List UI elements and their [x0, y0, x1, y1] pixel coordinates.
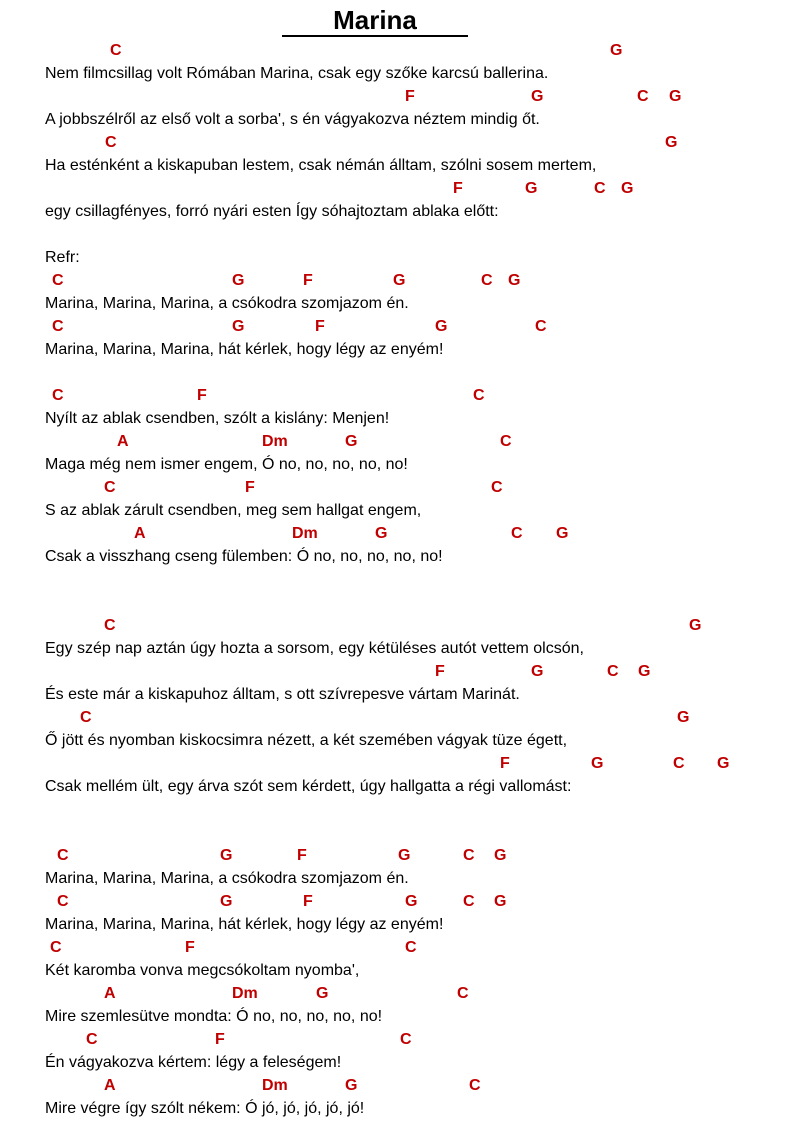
chord-line — [0, 754, 800, 774]
chord-label: C — [500, 433, 512, 450]
chord-label: G — [405, 893, 418, 910]
lyric-line: Marina, Marina, Marina, hát kérlek, hogy légy az enyém! — [45, 341, 444, 358]
chord-label: Dm — [262, 1077, 288, 1094]
chord-label: C — [463, 847, 475, 864]
chord-label: C — [104, 479, 116, 496]
chord-label: G — [494, 847, 507, 864]
chord-label: Dm — [292, 525, 318, 542]
lyric-line: Marina, Marina, Marina, a csókodra szomjazom én. — [45, 295, 409, 312]
chord-label: F — [297, 847, 307, 864]
lyric-line: Maga még nem ismer engem, Ó no, no, no, no, no! — [45, 456, 408, 473]
chord-label: C — [473, 387, 485, 404]
chord-label: G — [669, 88, 682, 105]
chord-label: A — [104, 985, 116, 1002]
lyric-line: Marina, Marina, Marina, a csókodra szomjazom én. — [45, 870, 409, 887]
chord-label: G — [220, 847, 233, 864]
chord-label: Dm — [262, 433, 288, 450]
chord-label: G — [232, 272, 245, 289]
lyric-line: Két karomba vonva megcsókoltam nyomba', — [45, 962, 360, 979]
chord-label: C — [491, 479, 503, 496]
chord-label: G — [638, 663, 651, 680]
chord-label: F — [303, 893, 313, 910]
chord-label: C — [57, 893, 69, 910]
chord-label: F — [453, 180, 463, 197]
chord-label: A — [134, 525, 146, 542]
chord-label: G — [556, 525, 569, 542]
chord-line — [0, 179, 800, 199]
chord-label: G — [316, 985, 329, 1002]
chord-label: C — [52, 318, 64, 335]
chord-label: C — [637, 88, 649, 105]
chord-label: G — [345, 1077, 358, 1094]
chord-label: C — [673, 755, 685, 772]
chord-label: F — [500, 755, 510, 772]
chord-label: C — [469, 1077, 481, 1094]
chord-line — [0, 616, 800, 636]
chord-label: G — [435, 318, 448, 335]
chord-label: G — [591, 755, 604, 772]
chord-label: Dm — [232, 985, 258, 1002]
chord-label: C — [594, 180, 606, 197]
chord-label: C — [607, 663, 619, 680]
chord-line — [0, 386, 800, 406]
chord-line — [0, 846, 800, 866]
chord-label: C — [457, 985, 469, 1002]
chord-label: G — [677, 709, 690, 726]
chord-label: G — [610, 42, 623, 59]
chord-line — [0, 984, 800, 1004]
chord-label: F — [215, 1031, 225, 1048]
lyric-line: Egy szép nap aztán úgy hozta a sorsom, egy kétüléses autót vettem olcsón, — [45, 640, 584, 657]
lyric-line: Mire végre így szólt nékem: Ó jó, jó, jó, jó, jó! — [45, 1100, 365, 1117]
chord-line — [0, 41, 800, 61]
chord-label: C — [110, 42, 122, 59]
chord-label: C — [57, 847, 69, 864]
chord-label: C — [481, 272, 493, 289]
chord-label: G — [689, 617, 702, 634]
chord-label: C — [104, 617, 116, 634]
chord-label: G — [508, 272, 521, 289]
chord-label: G — [621, 180, 634, 197]
lyric-line: Csak mellém ült, egy árva szót sem kérdett, úgy hallgatta a régi vallomást: — [45, 778, 572, 795]
chord-line — [0, 662, 800, 682]
chord-label: C — [463, 893, 475, 910]
chord-label: C — [86, 1031, 98, 1048]
lyric-line: Marina, Marina, Marina, hát kérlek, hogy légy az enyém! — [45, 916, 444, 933]
chord-label: C — [52, 387, 64, 404]
chord-label: F — [435, 663, 445, 680]
chord-label: G — [531, 88, 544, 105]
chord-label: G — [398, 847, 411, 864]
chord-line — [0, 524, 800, 544]
chord-label: F — [245, 479, 255, 496]
chord-label: G — [345, 433, 358, 450]
lyric-line: Nem filmcsillag volt Rómában Marina, csak egy szőke karcsú ballerina. — [45, 65, 549, 82]
chord-label: G — [375, 525, 388, 542]
refrain-label: Refr: — [45, 249, 80, 266]
chord-label: F — [185, 939, 195, 956]
chord-label: G — [220, 893, 233, 910]
chord-line — [0, 708, 800, 728]
chord-line — [0, 87, 800, 107]
chord-label: G — [665, 134, 678, 151]
chord-label: G — [232, 318, 245, 335]
lyric-line: Csak a visszhang cseng fülemben: Ó no, no, no, no, no! — [45, 548, 443, 565]
chord-label: F — [303, 272, 313, 289]
lyric-line: Ha esténként a kiskapuban lestem, csak némán álltam, szólni sosem mertem, — [45, 157, 597, 174]
lyric-line: S az ablak zárult csendben, meg sem hallgat engem, — [45, 502, 422, 519]
lyric-line: Nyílt az ablak csendben, szólt a kislány: Menjen! — [45, 410, 390, 427]
chord-line — [0, 1030, 800, 1050]
lyric-line: Ő jött és nyomban kiskocsimra nézett, a két szemében vágyak tüze égett, — [45, 732, 568, 749]
chord-label: C — [405, 939, 417, 956]
chord-line — [0, 133, 800, 153]
chord-line — [0, 1076, 800, 1096]
chord-label: G — [494, 893, 507, 910]
chord-label: C — [511, 525, 523, 542]
lyric-line: Mire szemlesütve mondta: Ó no, no, no, no, no! — [45, 1008, 383, 1025]
chord-label: G — [525, 180, 538, 197]
chord-label: G — [393, 272, 406, 289]
chord-label: C — [50, 939, 62, 956]
lyric-line: És este már a kiskapuhoz álltam, s ott szívrepesve vártam Marinát. — [45, 686, 520, 703]
chord-line — [0, 938, 800, 958]
chord-label: F — [405, 88, 415, 105]
chord-label: G — [531, 663, 544, 680]
chord-label: C — [80, 709, 92, 726]
lyric-line: egy csillagfényes, forró nyári esten Így sóhajtoztam ablaka előtt: — [45, 203, 499, 220]
chord-label: C — [52, 272, 64, 289]
lyric-line: Én vágyakozva kértem: légy a feleségem! — [45, 1054, 342, 1071]
chord-line — [0, 478, 800, 498]
chord-line — [0, 317, 800, 337]
chord-label: C — [535, 318, 547, 335]
chord-label: A — [117, 433, 129, 450]
chord-label: F — [197, 387, 207, 404]
chord-label: C — [400, 1031, 412, 1048]
chord-label: A — [104, 1077, 116, 1094]
lyric-line: A jobbszélről az első volt a sorba', s én vágyakozva néztem mindig őt. — [45, 111, 540, 128]
chord-label: F — [315, 318, 325, 335]
chord-line — [0, 892, 800, 912]
chord-label: C — [105, 134, 117, 151]
chord-line — [0, 432, 800, 452]
song-title: Marina — [282, 5, 468, 37]
chord-line — [0, 271, 800, 291]
chord-label: G — [717, 755, 730, 772]
